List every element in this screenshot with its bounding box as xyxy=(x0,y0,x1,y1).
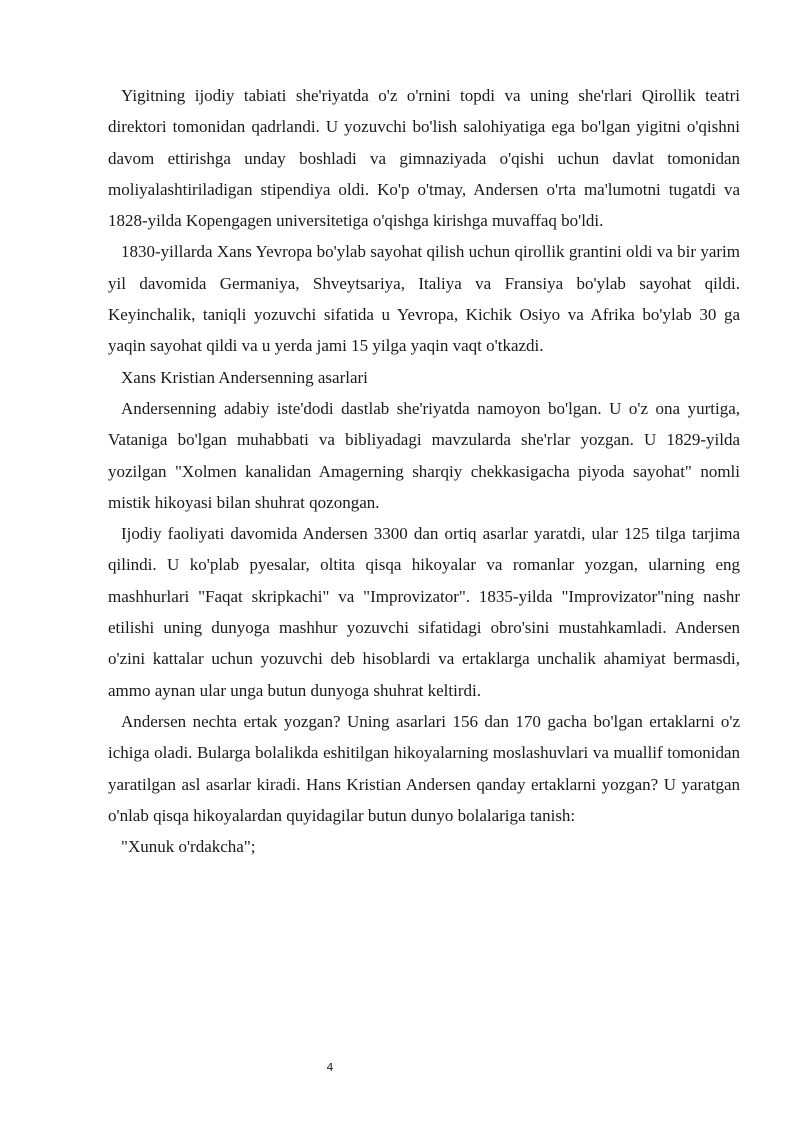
paragraph: Ijodiy faoliyati davomida Andersen 3300 dan ortiq asarlar yaratdi, ular 125 tilga tarjima qilindi. U ko'plab pyesalar, oltita qisqa hikoyalar va romanlar yozgan, ularning eng mashhurlari "Faqat skripkachi" va "Improvizator". 1835-yilda "Improvizator"ning nashr etilishi uning dunyoga mashhur yozuvchi sifatidagi obro'sini mustahkamladi. Andersen o'zini kattalar uchun yozuvchi deb hisoblardi va ertaklarga unchalik ahamiyat bermasdi, ammo aynan ular unga butun dunyoga shuhrat keltirdi. xyxy=(108,524,740,700)
section-heading: Xans Kristian Andersenning asarlari xyxy=(121,367,368,387)
paragraph: Andersenning adabiy iste'dodi dastlab she'riyatda namoyon bo'lgan. U o'z ona yurtiga, Vataniga bo'lgan muhabbati va bibliyadagi mavzularda she'rlar yozgan. U 1829-yilda yozilgan "Xolmen kanalidan Amagerning sharqiy chekkasigacha piyoda sayohat" nomli mistik hikoyasi bilan shuhrat qozongan. xyxy=(108,398,740,512)
list-item: "Xunuk o'rdakcha"; xyxy=(121,837,256,857)
page-number: 4 xyxy=(326,1061,334,1074)
document-body xyxy=(108,80,740,862)
paragraph: 1830-yillarda Xans Yevropa bo'ylab sayohat qilish uchun qirollik grantini oldi va bir yarim yil davomida Germaniya, Shveytsariya, Italiya va Fransiya bo'ylab sayohat qildi. Keyinchalik, taniqli yozuvchi sifatida u Yevropa, Kichik Osiyo va Afrika bo'ylab 30 ga yaqin sayohat qildi va u yerda jami 15 yilga yaqin vaqt o'tkazdi. xyxy=(108,242,740,356)
paragraph: Yigitning ijodiy tabiati she'riyatda o'z o'rnini topdi va uning she'rlari Qirollik teatri direktori tomonidan qadrlandi. U yozuvchi bo'lish salohiyatiga ega bo'lgan yigitni o'qishni davom ettirishga unday boshladi va gimnaziyada o'qishi uchun davlat tomonidan moliyalashtiriladigan stipendiya oldi. Ko'p o'tmay, Andersen o'rta ma'lumotni tugatdi va 1828-yilda Kopengagen universitetiga o'qishga kirishga muvaffaq bo'ldi. xyxy=(108,86,740,231)
paragraph: Andersen nechta ertak yozgan? Uning asarlari 156 dan 170 gacha bo'lgan ertaklarni o'z ichiga oladi. Bularga bolalikda eshitilgan hikoyalarning moslashuvlari va muallif tomonidan yaratilgan asl asarlar kiradi. Hans Kristian Andersen qanday ertaklarni yozgan? U yaratgan o'nlab qisqa hikoyalardan quyidagilar butun dunyo bolalariga tanish: xyxy=(108,711,740,825)
